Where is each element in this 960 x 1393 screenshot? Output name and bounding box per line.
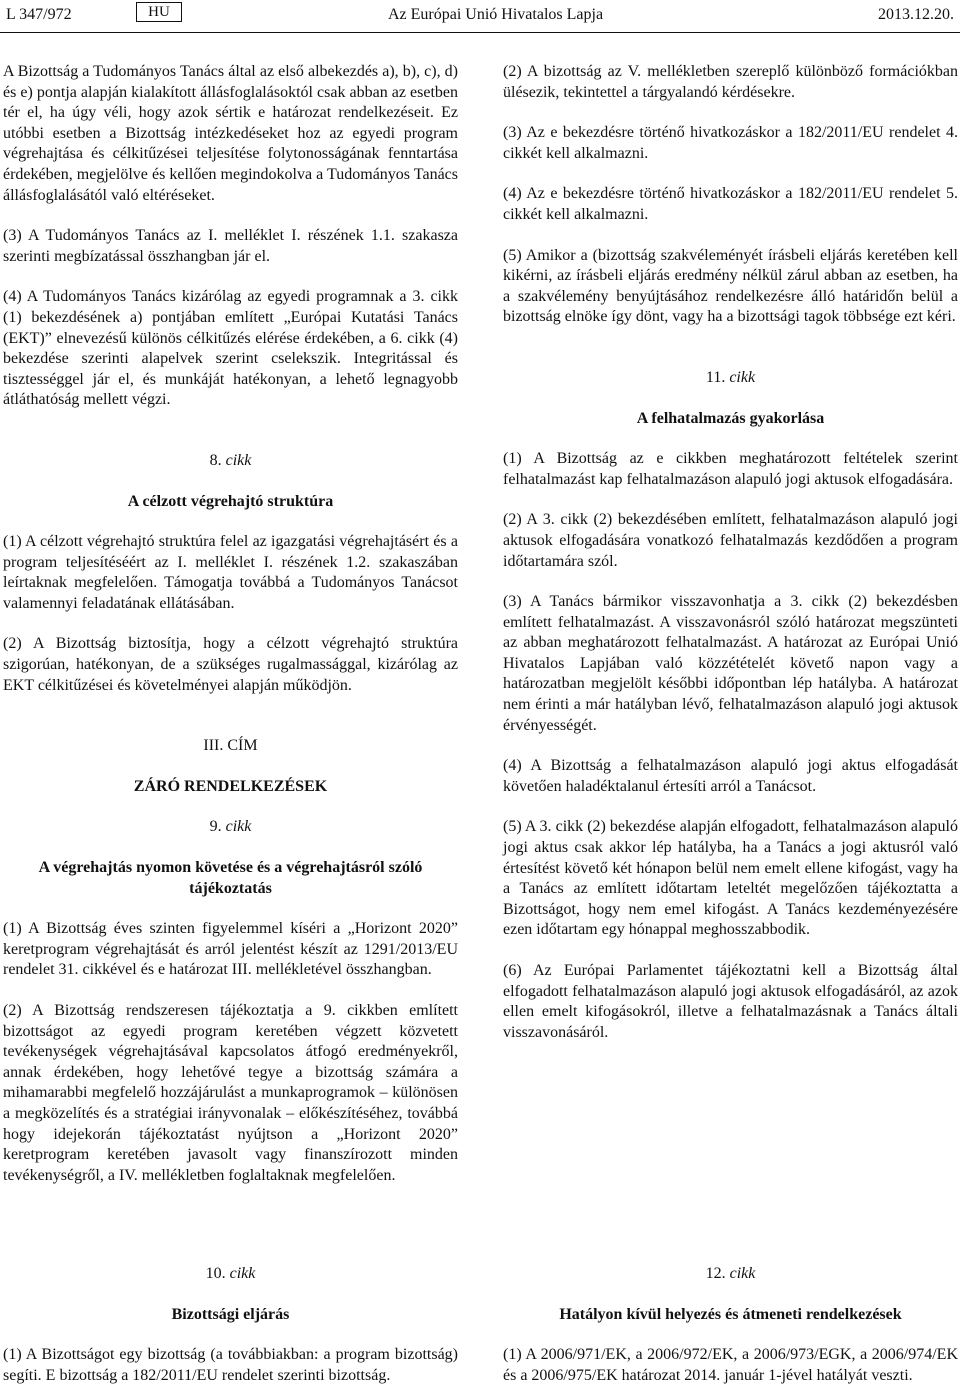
article-9-paragraph-1: (1) A Bizottság éves szinten figyelemmel kíséri a „Horizont 2020” keretprogram végrehajtását és arról jelentést készít az 1291/2013/EU rendelet 31. cikkével és e határozat III. mellékletével összhangban. xyxy=(3,920,458,979)
article-11-paragraph-4: (4) A Bizottság a felhatalmazáson alapuló jogi aktus elfogadását követően haladéktalanul értesíti arról a Tanácsot. xyxy=(503,757,958,795)
paragraph-intro: A Bizottság a Tudományos Tanács által az első albekezdés a), b), c), d) és e) pontja alapján kialakított állásfoglalásoktól csak abban az esetben tér el, ha úgy véli, hogy azok sértik e határozat rendelkezéseit. Ez utóbbi esetben a Bizottság intézkedéseket hoz az egyedi program végrehajtása és célkitűzései teljesítése folytonosságának fenntartása érdekében, megjelölve és kellően megindokolva a Tudományos Tanács állásfoglalásától való eltéréseket. xyxy=(3,63,458,204)
article-11-paragraph-6: (6) Az Európai Parlamentet tájékoztatni kell a Bizottság által elfogadott felhatalmazáson alapuló jogi aktusok elfogadásáról, az azok ellen emelt kifogásokról, illetve a felhatalmazásnak a Tanács általi visszavonásáról. xyxy=(503,962,958,1041)
title-number: III. CÍM xyxy=(203,737,258,755)
article-12-number: 12. cikk xyxy=(705,1265,756,1282)
article-8-number: 8. cikk xyxy=(209,451,252,469)
article-11-paragraph-5: (5) A 3. cikk (2) bekezdése alapján elfogadott, felhatalmazáson alapuló jogi aktus csak akkor lép hatályba, ha a Tanács a jogi aktusról való értesítést követő két hónapon belül nem emelt ellene kifogást, vagy ha a Tanács az említett időtartam leteltét megelőzően tájékoztatta a Bizottságot, hogy nem emel kifogást. A Tanács kezdeményezésére ezen időtartam egy hónappal meghosszabbodik. xyxy=(503,818,958,939)
page-reference: L 347/972 xyxy=(6,6,72,23)
article-9-number: 9. cikk xyxy=(209,818,252,836)
paragraph-2-right: (2) A bizottság az V. mellékletben szereplő különböző formációkban ülésezik, tekintettel a tárgyalandó kérdésekre. xyxy=(503,63,958,101)
title-name: ZÁRÓ RENDELKEZÉSEK xyxy=(133,777,328,795)
paragraph-3: (3) A Tudományos Tanács az I. melléklet I. részének 1.1. szakasza szerinti megbízatással összhangban jár el. xyxy=(3,227,458,265)
language-code-box: HU xyxy=(136,2,182,22)
article-10-number: 10. cikk xyxy=(205,1265,256,1282)
paragraph-5-right: (5) Amikor a (bizottság szakvéleményét írásbeli eljárás keretében kell kikérni, az írásbeli eljárás eredmény nélkül zárul abban az esetben, ha a szakvélemény benyújtásához rendelkezésre álló határidőn belül a bizottság elnöke így dönt, vagy ha a bizottsági tagok többsége ezt kéri. xyxy=(503,246,958,326)
article-8-paragraph-1: (1) A célzott végrehajtó struktúra felel az igazgatási végrehajtásért és a program teljesítéséért az I. melléklet I. részének 1.2. szakaszában leírtaknak megfelelően. Támogatja továbbá a Tudományos Tanácsot valamennyi feladatának ellátásában. xyxy=(3,533,458,612)
left-bottom-block xyxy=(3,1264,458,1386)
article-9-paragraph-2: (2) A Bizottság rendszeresen tájékoztatja a 9. cikkben említett bizottságot az egyedi program keretében végzett közvetett tevékenységek végrehajtásával kapcsolatos átfogó eredményekről, annak érdekében, hogy lehetővé tegye a bizottság számára a mihamarabbi megfelelő hozzájárulást a munkaprogramok – különösen a megközelítés és a stratégiai irányvonalak – előkészítéséhez, továbbá hogy idejekorán tájékoztatást nyújtson a „Horizont 2020” keretprogram keretében javasolt vagy finanszírozott minden tevékenységről, a IV. mellékletben foglaltaknak megfelelően. xyxy=(3,1002,458,1184)
article-10-title: Bizottsági eljárás xyxy=(171,1305,290,1323)
article-12-title: Hatályon kívül helyezés és átmeneti rendelkezések xyxy=(559,1305,902,1323)
publication-date: 2013.12.20. xyxy=(878,6,954,23)
paragraph-3-right: (3) Az e bekezdésre történő hivatkozáskor a 182/2011/EU rendelet 4. cikkét kell alkalmazni. xyxy=(503,124,958,162)
journal-title: Az Európai Unió Hivatalos Lapja xyxy=(388,6,604,23)
article-11-paragraph-1: (1) A Bizottság az e cikkben meghatározott feltételek szerint felhatalmazást kap felhatalmazáson alapuló jogi aktusok elfogadására. xyxy=(503,450,958,488)
header-divider xyxy=(0,32,960,33)
article-8-title: A célzott végrehajtó struktúra xyxy=(127,492,334,510)
right-bottom-block xyxy=(503,1264,958,1386)
paragraph-4: (4) A Tudományos Tanács kizárólag az egyedi programnak a 3. cikk (1) bekezdésének a) pontjában említett „Európai Kutatási Tanács (EKT)” elnevezésű különös célkitűzés elérése érdekében, a 6. cikk (4) bekezdése szerinti alapelvek szerint cselekszik. Integritással és tisztességgel jár el, és munkáját hatékonyan, a lehető legnagyobb átláthatóság mellett végzi. xyxy=(3,288,458,409)
article-10-paragraph-1: (1) A Bizottságot egy bizottság (a továbbiakban: a program bizottság) segíti. E bizottság a 182/2011/EU rendelet szerinti bizottság. xyxy=(3,1346,458,1384)
article-11-title: A felhatalmazás gyakorlása xyxy=(636,409,825,427)
article-8-paragraph-2: (2) A Bizottság biztosítja, hogy a célzott végrehajtó struktúra szigorúan, hatékonyan, de a szükséges rugalmassággal, kizárólag az EKT célkitűzései és követelményei alapján működjön. xyxy=(3,635,458,694)
paragraph-4-right: (4) Az e bekezdésre történő hivatkozáskor a 182/2011/EU rendelet 5. cikkét kell alkalmazni. xyxy=(503,185,958,223)
page-header xyxy=(0,0,960,30)
right-column xyxy=(503,62,958,1043)
left-column xyxy=(3,62,458,1186)
article-9-title: A végrehajtás nyomon követése és a végrehajtásról szóló tájékoztatás xyxy=(38,859,423,897)
article-12-paragraph-1: (1) A 2006/971/EK, a 2006/972/EK, a 2006/973/EGK, a 2006/974/EK és a 2006/975/EK határozat 2014. január 1-jével hatályát veszti. xyxy=(503,1346,958,1384)
article-11-number: 11. cikk xyxy=(705,368,756,386)
article-11-paragraph-3: (3) A Tanács bármikor visszavonhatja a 3. cikk (2) bekezdésben említett felhatalmazást. A visszavonásról szóló határozat megszünteti az abban meghatározott felhatalmazást. A határozat az Európai Unió Hivatalos Lapjában való közzétételét követő napon vagy a határozatban megjelölt későbbi időpontban lép hatályba. A határozat nem érinti a már hatályban lévő, felhatalmazáson alapuló jogi aktusok érvényességét. xyxy=(503,593,958,734)
article-11-paragraph-2: (2) A 3. cikk (2) bekezdésében említett, felhatalmazáson alapuló jogi aktusok elfogadására vonatkozó felhatalmazás kezdődően a program időtartamára szól. xyxy=(503,511,958,570)
